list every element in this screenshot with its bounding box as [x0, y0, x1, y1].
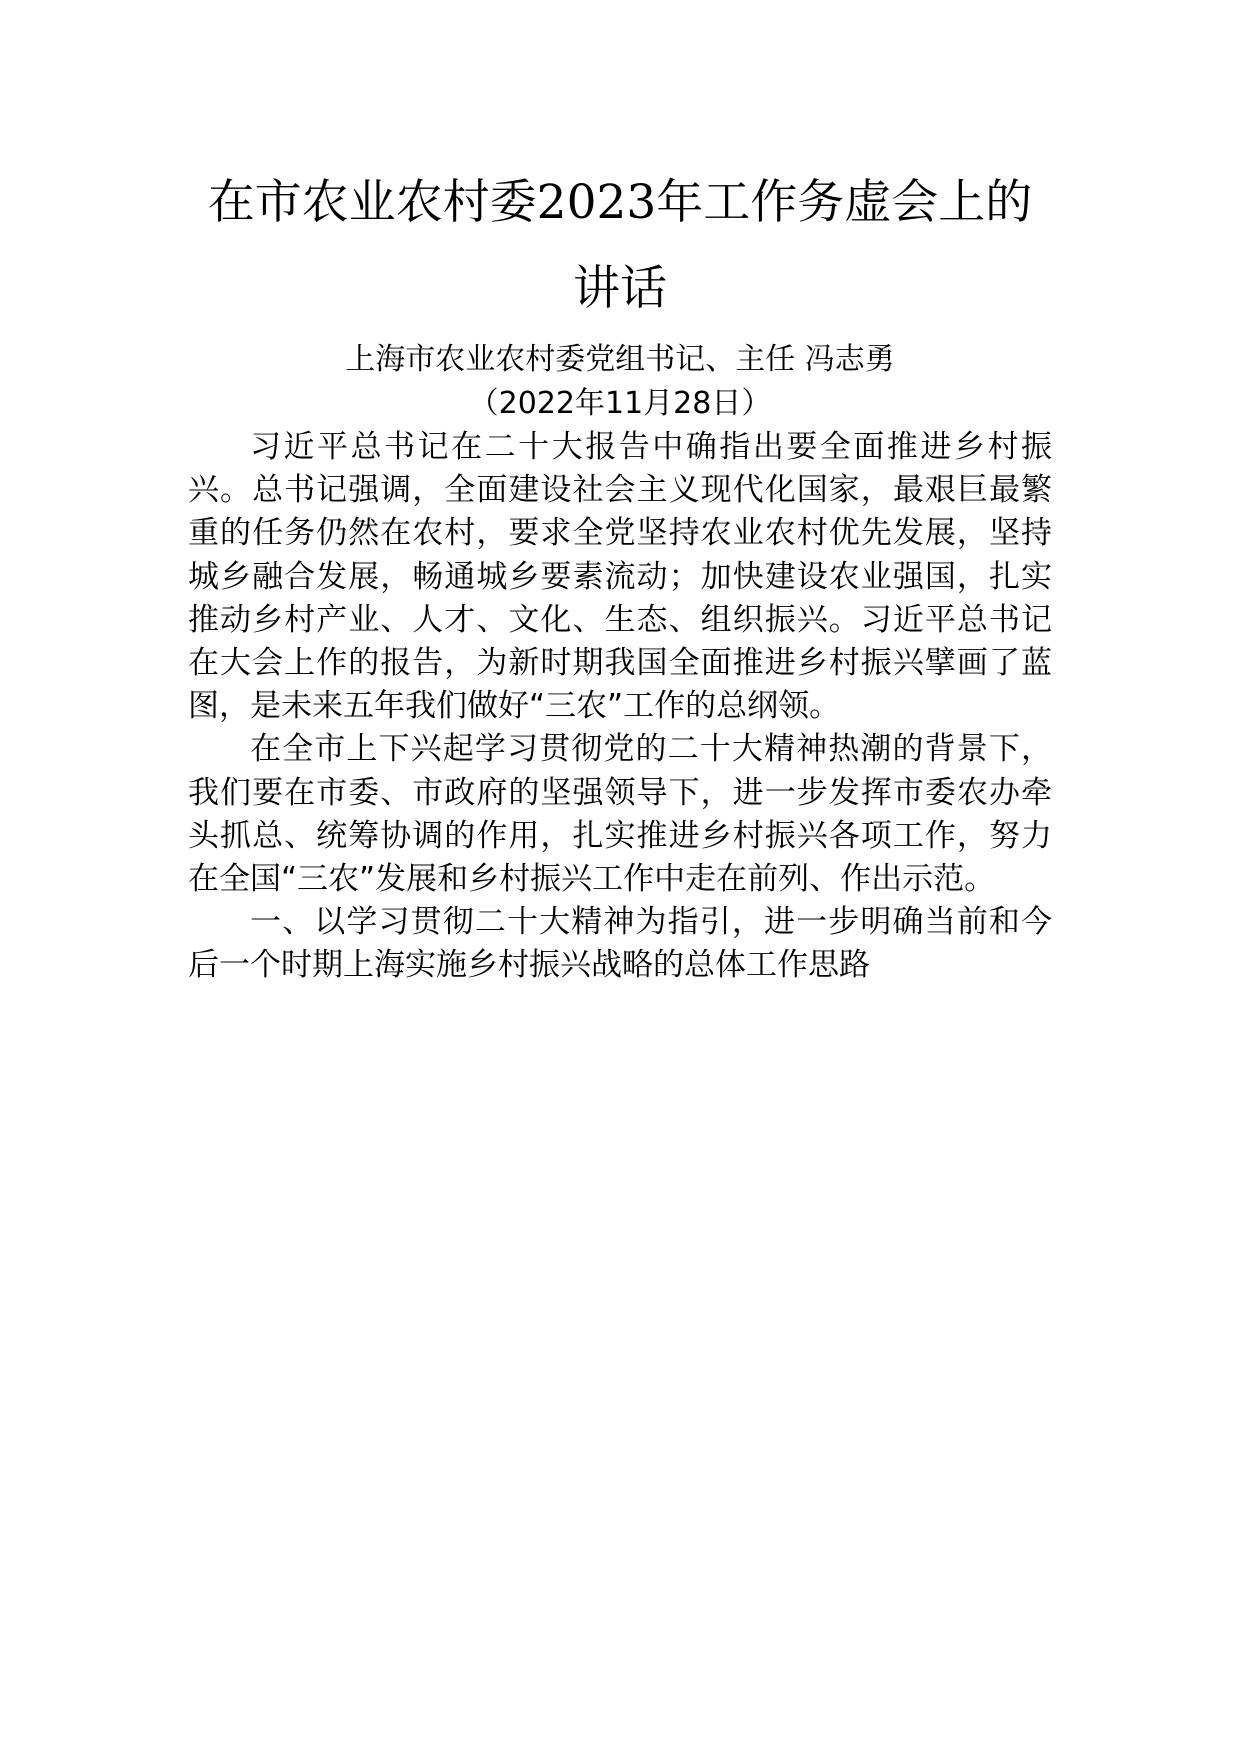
paragraph-1: 习近平总书记在二十大报告中确指出要全面推进乡村振兴。总书记强调，全面建设社会主义现代化国家，最艰巨最繁重的任务仍然在农村，要求全党坚持农业农村优先发展，坚持城乡融合发展，畅通城乡要素流动；加快建设农业强国，扎实推动乡村产业、人才、文化、生态、组织振兴。习近平总书记在大会上作的报告，为新时期我国全面推进乡村振兴擘画了蓝图，是未来五年我们做好“三农”工作的总纲领。 — [188, 429, 1052, 725]
document-title: 在市农业农村委2023年工作务虚会上的讲话 — [207, 175, 1033, 316]
section-heading-1: 一、以学习贯彻二十大精神为指引，进一步明确当前和今后一个时期上海实施乡村振兴战略的总体工作思路 — [188, 904, 1052, 984]
author-line: 上海市农业农村委党组书记、主任 冯志勇 — [345, 342, 895, 377]
document-body — [188, 160, 1052, 988]
date-line: （2022年11月28日） — [468, 386, 772, 421]
paragraph-2: 在全市上下兴起学习贯彻党的二十大精神热潮的背景下，我们要在市委、市政府的坚强领导下，进一步发挥市委农办牵头抓总、统筹协调的作用，扎实推进乡村振兴各项工作，努力在全国“三农”发展和乡村振兴工作中走在前列、作出示范。 — [188, 731, 1052, 898]
